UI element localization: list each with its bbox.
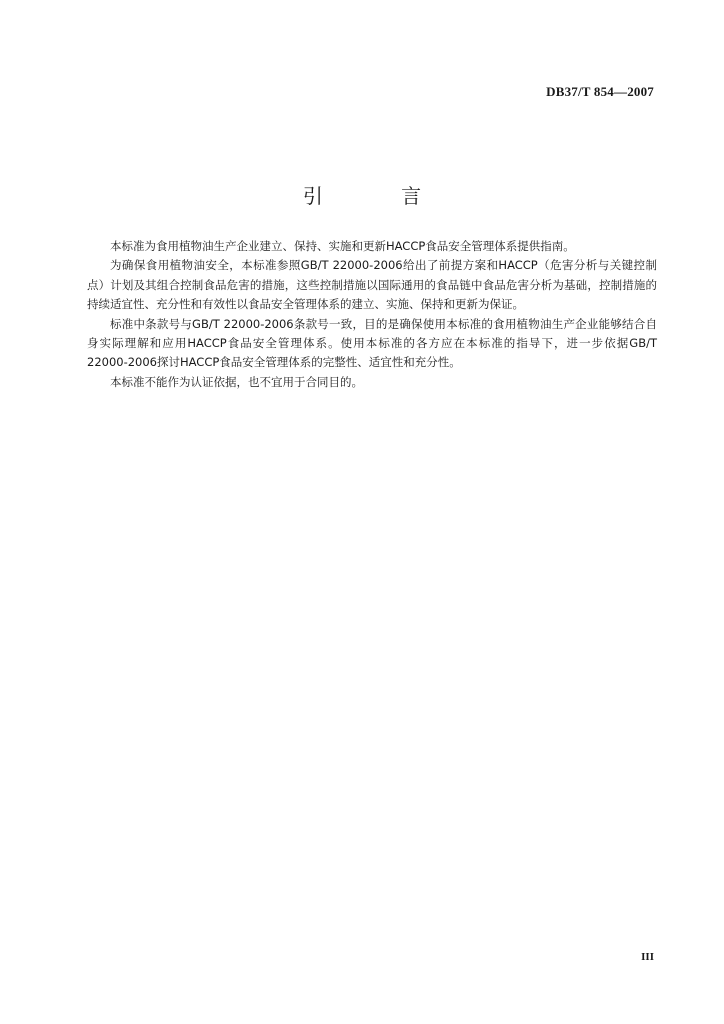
paragraph-clause-numbers: 标准中条款号与GB/T 22000-2006条款号一致，目的是确保使用本标准的食用植物油生产企业能够结合自身实际理解和应用HACCP食品安全管理体系。使用本标准的各方应在本标准的指导下，进一步依据GB/T 22000-2006探讨HACCP食品安全管理体系的完整性、适宜性和充分性。	[87, 316, 657, 370]
section-title: 引 言	[302, 184, 458, 208]
page-number: III	[641, 951, 654, 963]
introduction-body	[87, 237, 657, 392]
paragraph-certification-note: 本标准不能作为认证依据，也不宜用于合同目的。	[110, 374, 363, 389]
standard-code: DB37/T 854—2007	[546, 84, 654, 99]
paragraph-reference: 为确保食用植物油安全，本标准参照GB/T 22000-2006给出了前提方案和HACCP（危害分析与关键控制点）计划及其组合控制食品危害的措施，这些控制措施以国际通用的食品链中食品危害分析为基础，控制措施的持续适宜性、充分性和有效性以食品安全管理体系的建立、实施、保持和更新为保证。	[87, 258, 657, 312]
paragraph-purpose: 本标准为食用植物油生产企业建立、保持、实施和更新HACCP食品安全管理体系提供指南。	[110, 239, 575, 253]
